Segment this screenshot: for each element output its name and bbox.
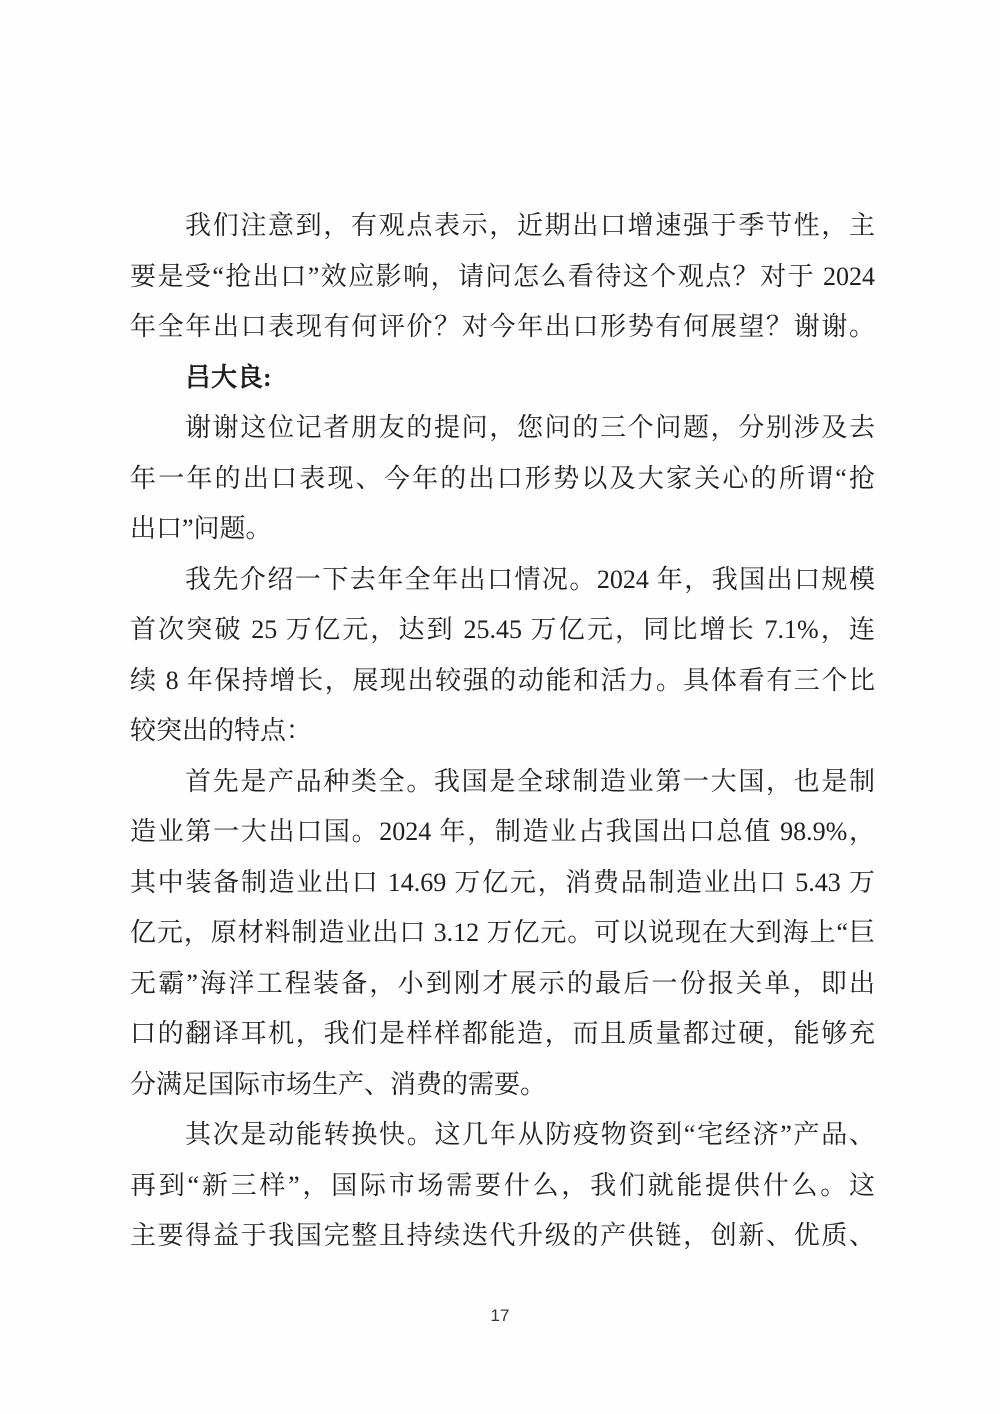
text-line: 年一年的出口表现、今年的出口形势以及大家关心的所谓“抢 [130,463,875,493]
body-text [130,201,875,1262]
text-line: 年全年出口表现有何评价？对今年出口形势有何展望？谢谢。 [130,312,875,341]
text-line: 造业第一大出口国。2024 年，制造业占我国出口总值 98.9%， [130,817,875,846]
text-line: 无霸”海洋工程装备，小到刚才展示的最后一份报关单，即出 [130,968,875,998]
text-line: 出口”问题。 [130,514,272,543]
page-number: 17 [490,1306,510,1325]
text-line: 首次突破 25 万亿元，达到 25.45 万亿元，同比增长 7.1%，连 [130,615,875,644]
text-line: 口的翻译耳机，我们是样样都能造，而且质量都过硬，能够充 [130,1019,875,1048]
text-line: 较突出的特点： [130,716,313,745]
text-line: 我先介绍一下去年全年出口情况。2024 年，我国出口规模 [185,564,875,594]
text-line: 其中装备制造业出口 14.69 万亿元，消费品制造业出口 5.43 万 [130,867,875,897]
text-line: 谢谢这位记者朋友的提问，您问的三个问题，分别涉及去 [185,413,875,442]
speaker-name: 吕大良: [185,362,272,392]
text-line: 主要得益于我国完整且持续迭代升级的产供链，创新、优质、 [130,1221,875,1250]
text-line: 分满足国际市场生产、消费的需要。 [130,1069,547,1099]
text-line: 我们注意到，有观点表示，近期出口增速强于季节性，主 [185,211,875,240]
text-line: 续 8 年保持增长，展现出较强的动能和活力。具体看有三个比 [130,665,875,695]
text-line: 其次是动能转换快。这几年从防疫物资到“宅经济”产品、 [185,1120,875,1149]
text-line: 要是受“抢出口”效应影响，请问怎么看待这个观点？对于 2024 [130,261,875,291]
text-line: 亿元，原材料制造业出口 3.12 万亿元。可以说现在大到海上“巨 [130,918,875,947]
text-line: 首先是产品种类全。我国是全球制造业第一大国，也是制 [185,766,875,796]
text-line: 再到“新三样”，国际市场需要什么，我们就能提供什么。这 [130,1170,875,1200]
